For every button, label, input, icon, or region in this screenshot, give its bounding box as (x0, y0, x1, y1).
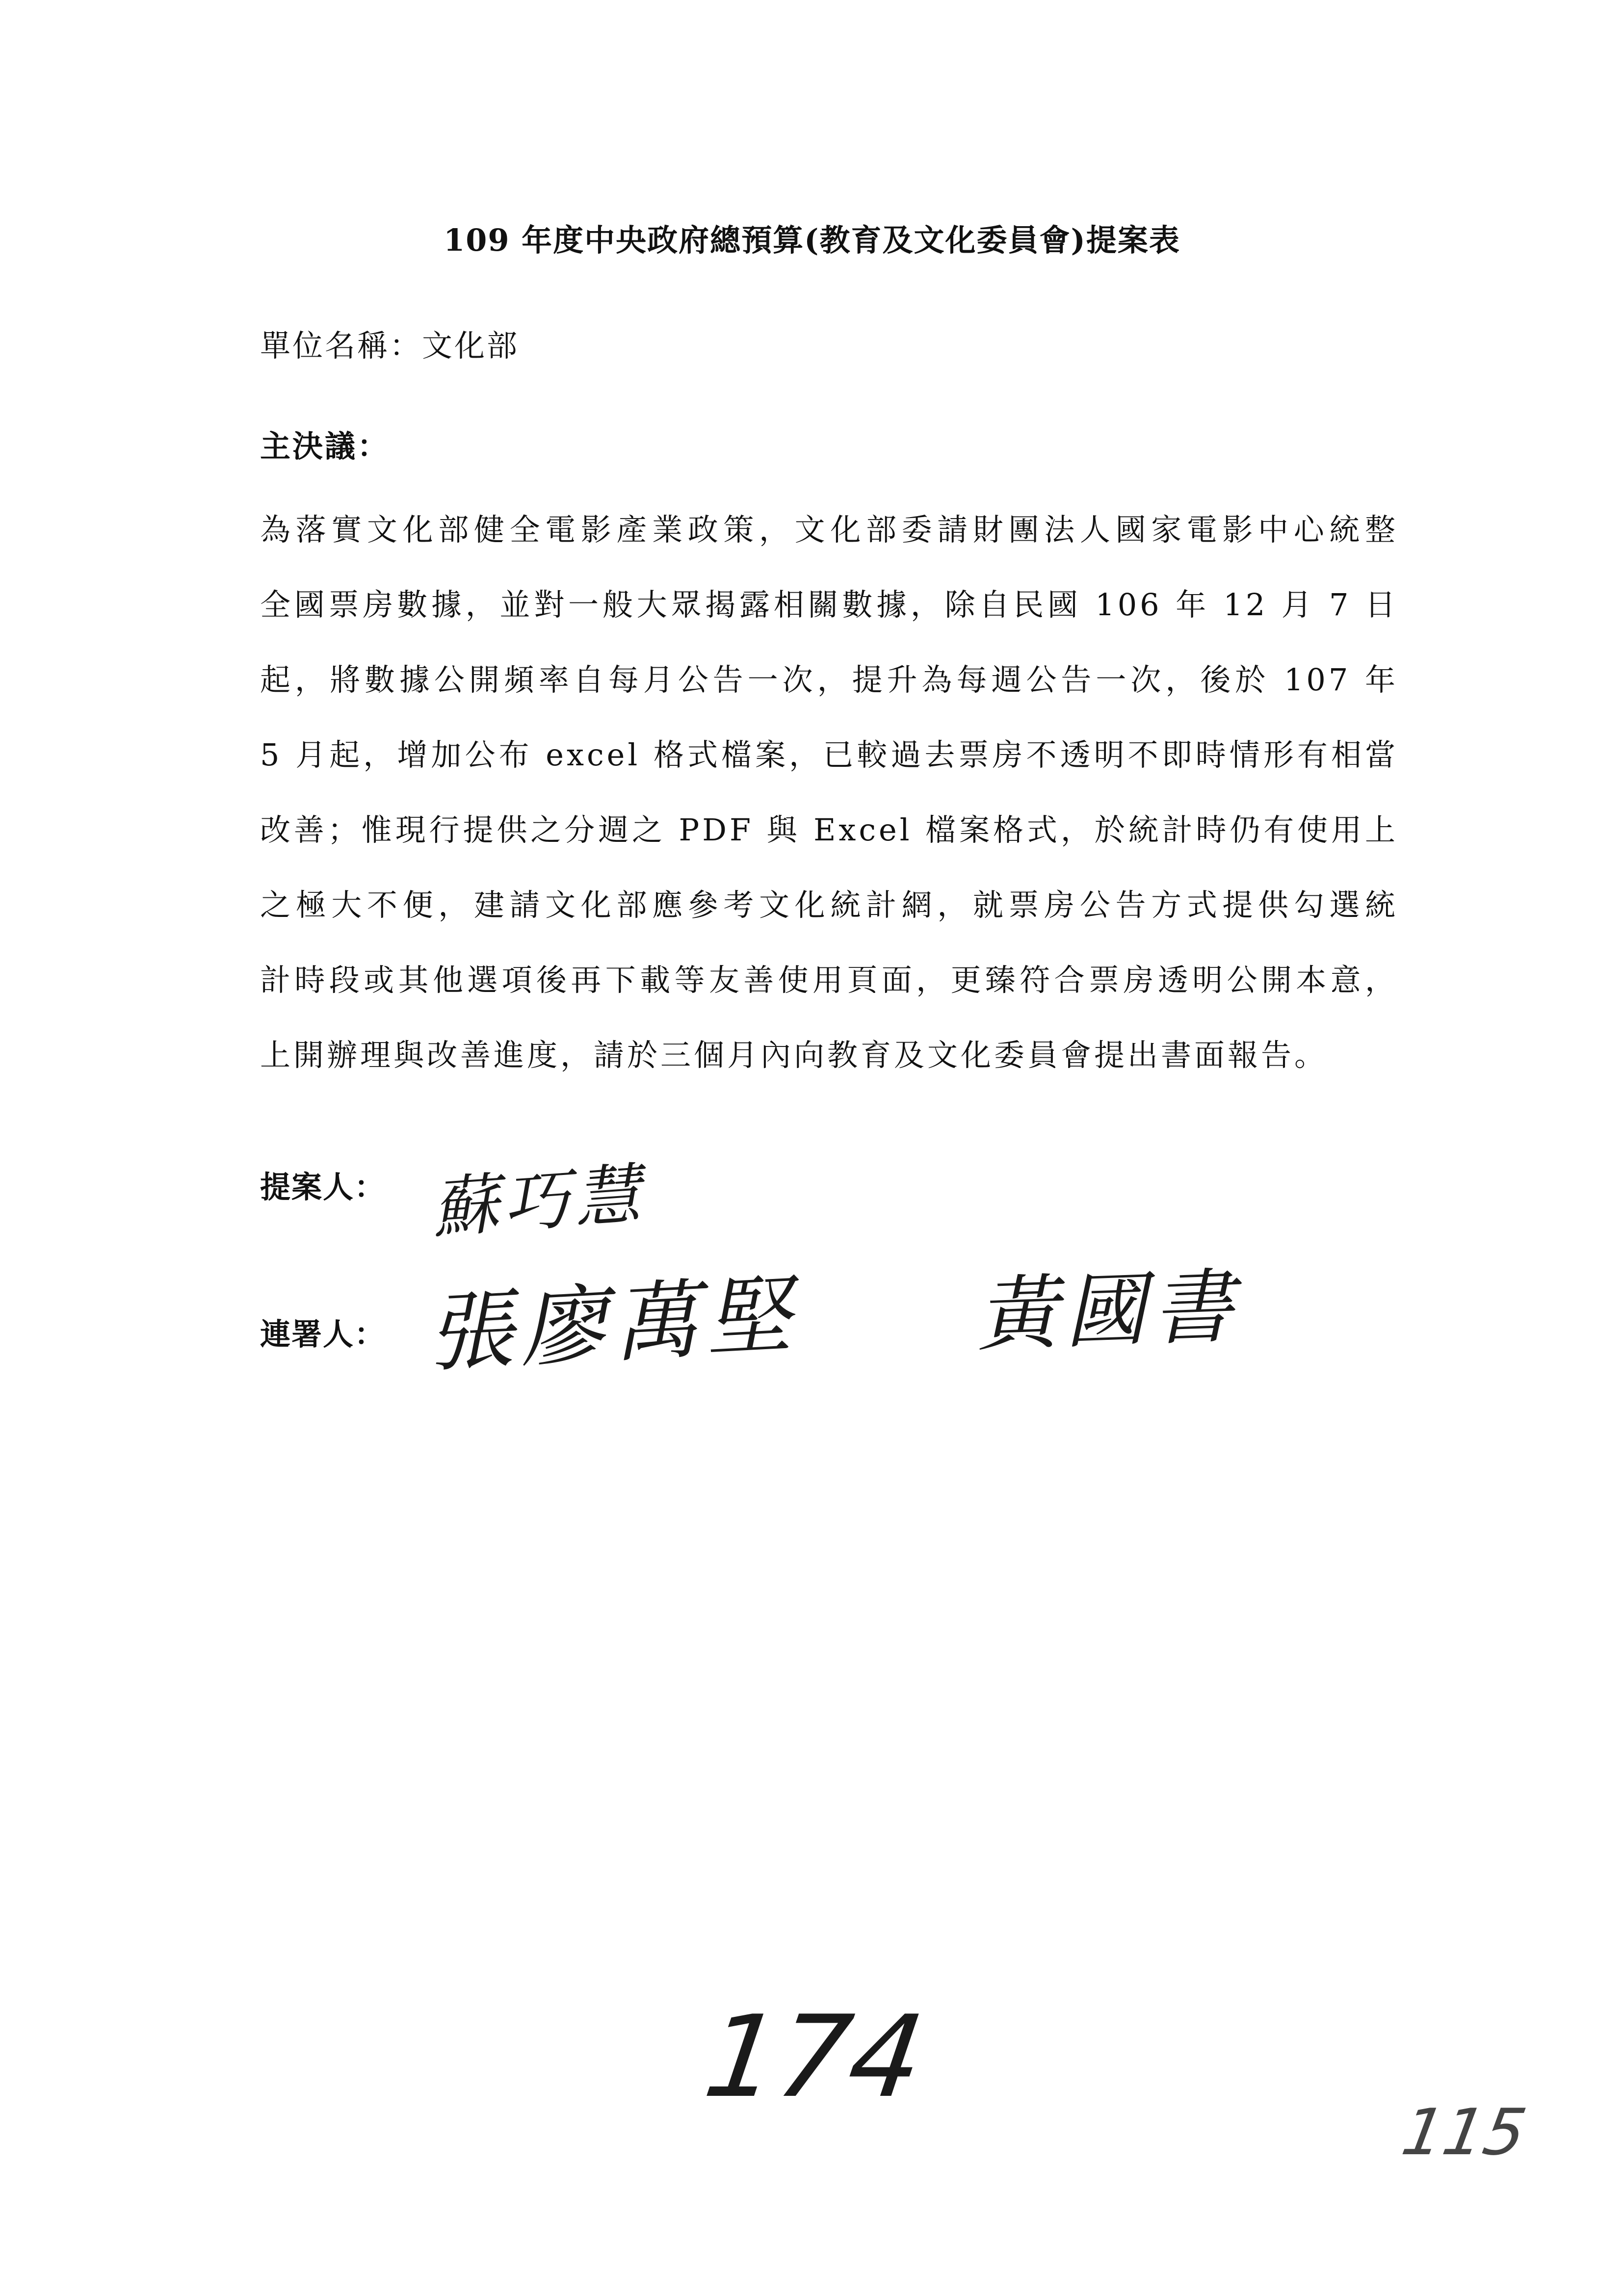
body-line: 之極大不便，建請文化部應參考文化統計網，就票房公告方式提供勾選統 (260, 887, 1398, 923)
resolution-heading: 主決議： (260, 428, 390, 464)
body-line: 為落實文化部健全電影產業政策，文化部委請財團法人國家電影中心統整 (260, 512, 1398, 548)
resolution-body (260, 505, 1398, 1106)
proposer-label: 提案人： (260, 1169, 386, 1205)
body-line: 計時段或其他選項後再下載等友善使用頁面，更臻符合票房透明公開本意， (260, 962, 1398, 998)
document-title: 109 年度中央政府總預算(教育及文化委員會)提案表 (444, 222, 1180, 258)
cosigner-label: 連署人： (260, 1316, 386, 1352)
body-line: 起，將數據公開頻率自每月公告一次，提升為每週公告一次，後於 107 年 (260, 662, 1398, 698)
cosigner-signature-2: 黃國書 (975, 1259, 1242, 1363)
body-line: 改善；惟現行提供之分週之 PDF 與 Excel 檔案格式，於統計時仍有使用上 (260, 812, 1398, 848)
body-line: 上開辦理與改善進度，請於三個月內向教育及文化委員會提出書面報告。 (260, 1037, 1328, 1073)
proposer-signature: 蘇巧慧 (429, 1155, 648, 1247)
body-line: 全國票房數據，並對一般大眾揭露相關數據，除自民國 106 年 12 月 7 日 (260, 587, 1398, 623)
cosigner-signature-1: 張廖萬堅 (424, 1265, 801, 1384)
handwritten-page-number: 174 (697, 1992, 931, 2123)
unit-name: 單位名稱：文化部 (260, 328, 520, 364)
body-line: 5 月起，增加公布 excel 格式檔案，已較過去票房不透明不即時情形有相當 (260, 737, 1398, 773)
handwritten-stamp-number: 115 (1396, 2095, 1532, 2169)
